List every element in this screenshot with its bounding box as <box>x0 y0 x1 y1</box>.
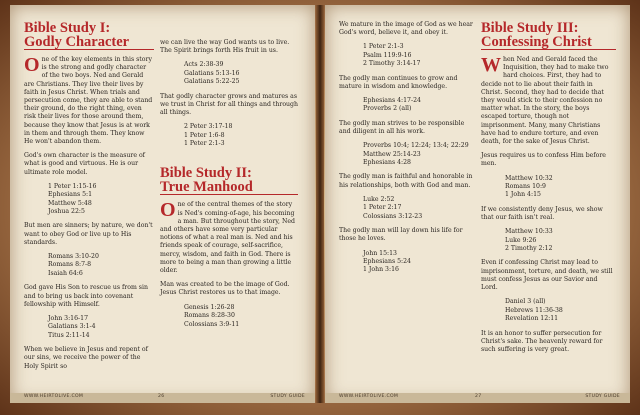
reference: 2 Peter 3:17-18 <box>184 123 233 131</box>
scripture-references <box>24 315 154 340</box>
reference: 1 Peter 1:15-16 <box>48 182 97 190</box>
footer-url: WWW.HEIRTOLIVE.COM <box>24 394 84 399</box>
reference: Psalm 119:9-16 <box>363 51 412 59</box>
reference: Matthew 5:48 <box>48 199 92 207</box>
reference: Ephesians 4:28 <box>363 159 411 167</box>
column1-paragraph-2: The godly man continues to grow and mature in wisdom and knowledge. <box>339 74 458 90</box>
page27-column-1 <box>339 15 474 281</box>
page-27 <box>325 5 630 403</box>
reference: Isaiah 64:6 <box>48 269 83 277</box>
scripture-references <box>24 253 154 278</box>
page26-column-2 <box>160 15 298 335</box>
scripture-references <box>24 183 154 217</box>
study3-paragraph-1: hen Ned and Gerald faced the Inquisition, they had to make two hard choices. First, they had to decide not to lie about their faith in Christ. Second, they had to decide that they would stick to their confession no matter what. In the story, the boys escaped torture, though not imprisonment. Many, many Christians have had to endure torture, and even death, for the sake of Jesus Christ. <box>481 56 609 146</box>
study2-title-line2: True Manhood <box>160 179 253 196</box>
page-26 <box>10 5 315 403</box>
page-number: 27 <box>475 394 482 399</box>
study1-title <box>24 21 154 50</box>
dropcap: W <box>481 54 501 76</box>
scripture-references <box>160 61 298 86</box>
column1-paragraph-4: The godly man is faithful and honorable in his relationships, both with God and man. <box>339 173 473 189</box>
reference: Colossians 3:9-11 <box>184 320 240 328</box>
scripture-references <box>160 304 298 329</box>
reference: 1 Peter 2:1-3 <box>184 140 225 148</box>
reference: Colossians 3:12-23 <box>363 212 423 220</box>
scripture-references <box>339 142 474 167</box>
reference: Galatians 5:13-16 <box>184 69 240 77</box>
study2-intro <box>160 201 298 275</box>
reference: John 3:16-17 <box>48 314 89 322</box>
study1-title-line1: Bible Study I: <box>24 20 111 36</box>
reference: Acts 2:38-39 <box>184 61 224 69</box>
column1-paragraph-1: We mature in the image of God as we hear God's word, believe it, and obey it. <box>339 21 473 37</box>
reference: Luke 9:26 <box>505 236 537 244</box>
study1-paragraph-3: But men are sinners; by nature, we don't want to obey God or live up to His standards. <box>24 222 153 246</box>
reference: Romans 10:9 <box>505 183 546 191</box>
study1-title-line2: Godly Character <box>24 34 130 50</box>
scripture-references <box>481 228 616 253</box>
page27-footer <box>325 393 630 403</box>
study2-paragraph-2: Man was created to be the image of God. Jesus Christ restores us to that image. <box>160 281 290 297</box>
reference: Ephesians 4:17-24 <box>363 97 421 105</box>
reference: Galatians 5:22-25 <box>184 78 240 86</box>
scripture-references <box>339 250 474 275</box>
scripture-references <box>481 298 616 323</box>
study3-paragraph-5: It is an honor to suffer persecution for Christ's sake. The heavenly reward for such suffering is very great. <box>481 329 603 353</box>
scripture-references <box>339 196 474 221</box>
reference: 1 John 4:15 <box>505 191 541 199</box>
reference: Titus 2:11-14 <box>48 331 90 339</box>
column2-paragraph-1: we can live the way God wants us to live. The Spirit brings forth His fruit in us. <box>160 39 290 55</box>
reference: 2 Timothy 3:14-17 <box>363 60 421 68</box>
study2-paragraph-1: ne of the central themes of the story is Ned's coming-of-age, his becoming a man. But throughout the story, Ned and others have some very particular notions of what a real man is. Ned and his friends speak of courage, self-sacrifice, mercy, wisdom, and faith in God. There is more to being a man than growing a little older. <box>160 201 296 275</box>
reference: Ephesians 5:1 <box>48 191 93 199</box>
reference: Romans 8:28-30 <box>184 312 235 320</box>
reference: 2 Timothy 2:12 <box>505 245 553 253</box>
scripture-references <box>481 175 616 200</box>
study1-paragraph-5: When we believe in Jesus and repent of our sins, we receive the power of the Holy Spirit so <box>24 346 148 370</box>
footer-study-guide: STUDY GUIDE <box>585 394 620 399</box>
column1-paragraph-3: The godly man strives to be responsible and diligent in all his work. <box>339 119 465 136</box>
reference: Genesis 1:26-28 <box>184 303 235 311</box>
dropcap: O <box>24 54 40 76</box>
reference: Luke 2:52 <box>363 195 395 203</box>
study3-paragraph-3: If we consistently deny Jesus, we show that our faith isn't real. <box>481 205 603 222</box>
reference: 1 Peter 1:6-8 <box>184 131 225 139</box>
reference: Matthew 10:32 <box>505 174 553 182</box>
scripture-references <box>339 43 474 68</box>
reference: Proverbs 10:4; 12:24; 13:4; 22:29 <box>363 142 469 150</box>
column1-paragraph-5: The godly man will lay down his life for those he loves. <box>339 227 463 243</box>
reference: Joshua 22:5 <box>48 208 85 216</box>
reference: Galatians 3:1-4 <box>48 323 96 331</box>
scripture-references <box>160 123 298 148</box>
reference: Daniel 3 (all) <box>505 298 546 306</box>
page-number: 26 <box>158 394 165 399</box>
reference: Hebrews 11:36-38 <box>505 306 563 314</box>
footer-url: WWW.HEIRTOLIVE.COM <box>339 394 399 399</box>
study1-paragraph-4: God gave His Son to rescue us from sin and to bring us back into covenant fellowship with Himself. <box>24 284 148 308</box>
study3-title-line1: Bible Study III: <box>481 20 579 36</box>
reference: Romans 3:10-20 <box>48 253 99 261</box>
study2-title-line1: Bible Study II: <box>160 165 252 182</box>
scripture-references <box>339 97 474 114</box>
footer-study-guide: STUDY GUIDE <box>270 394 305 399</box>
page26-column-1 <box>24 15 154 377</box>
study1-intro <box>24 56 154 146</box>
reference: John 15:13 <box>363 249 397 257</box>
column2-paragraph-2: That godly character grows and matures as we trust in Christ for all things and through all things. <box>160 92 298 117</box>
reference: Proverbs 2 (all) <box>363 105 412 113</box>
reference: 1 John 3:16 <box>363 266 399 274</box>
study3-paragraph-4: Even if confessing Christ may lead to imprisonment, torture, and death, we still must confess Jesus as our Savior and Lord. <box>481 259 613 292</box>
study1-paragraph-1: ne of the key elements in this story is the strong and godly character of the two boys. Ned and Gerald are Christians. They live their lives by faith in Jesus Christ. When trials and persecution come, they are able to stand their ground, do the right thing, even risk their lives for those around them, because they know that Jesus is at work in them and through them. They know He won't abandon them. <box>24 56 153 146</box>
reference: Matthew 25:14-23 <box>363 150 421 158</box>
page27-column-2 <box>481 15 616 360</box>
dropcap: O <box>160 199 176 222</box>
reference: 1 Peter 2:1-3 <box>363 43 404 51</box>
reference: Revelation 12:11 <box>505 315 559 323</box>
reference: Ephesians 5:24 <box>363 257 411 265</box>
study3-paragraph-2: Jesus requires us to confess Him before men. <box>481 152 606 168</box>
study3-title-line2: Confessing Christ <box>481 34 592 50</box>
book-spine <box>316 5 324 403</box>
study2-title <box>160 166 298 195</box>
reference: 1 Peter 2:17 <box>363 204 402 212</box>
reference: Romans 8:7-8 <box>48 261 92 269</box>
page26-footer <box>10 393 315 403</box>
study1-paragraph-2: God's own character is the measure of what is good and virtuous. He is our ultimate role model. <box>24 152 145 176</box>
study3-intro <box>481 56 616 146</box>
study3-title <box>481 21 616 50</box>
reference: Matthew 10:33 <box>505 228 553 236</box>
